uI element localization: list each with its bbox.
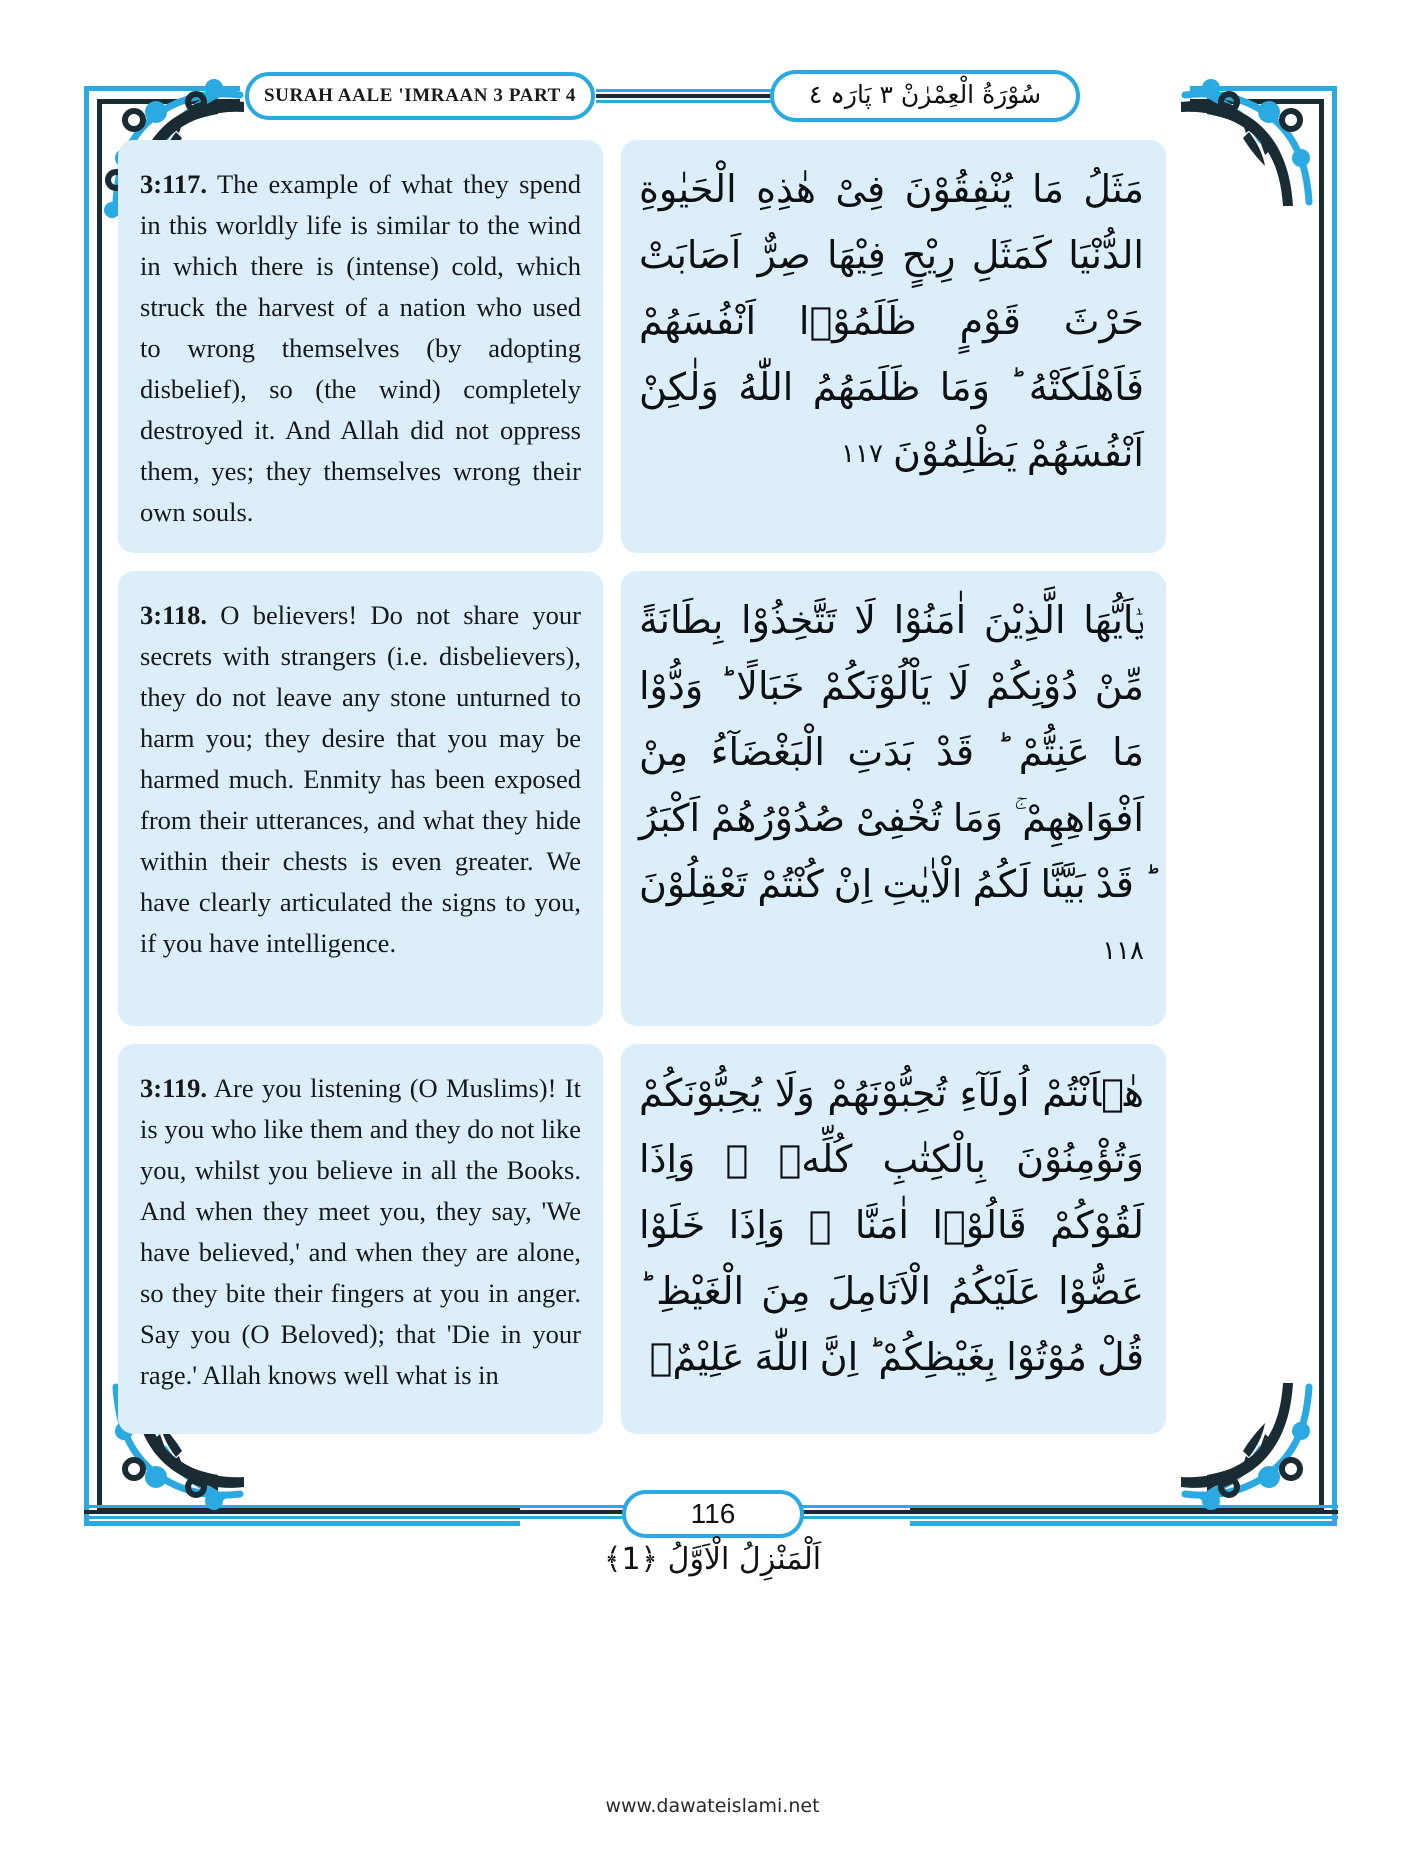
verse-english-body: The example of what they spend in this worldly life is similar to the wind in which there is (intense) cold, which struck the harvest of a nation who used to wrong themselves (by adopting disbelief), so (the wind) completely destroyed it. And Allah did not oppress them, yes; they themselves wrong their own souls. <box>140 169 581 527</box>
surah-title-arabic <box>770 70 1080 122</box>
verse-english-body: Are you listening (O Muslims)! It is you who like them and they do not like you, whilst you believe in all the Books. And when they meet you, they say, 'We have believed,' and when they are alone, so they bite their fingers at you in anger. Say you (O Beloved); that 'Die in your rage.' Allah knows well what is in <box>140 1073 582 1390</box>
verse-panel-arabic <box>621 571 1166 1026</box>
verse-number-label: 3:118. <box>140 600 207 630</box>
manzil-label: اَلْمَنْزِلُ الْاَوَّلُ ﴿1﴾ <box>603 1542 822 1577</box>
verse-english-body: O believers! Do not share your secrets with strangers (i.e. disbelievers), they do not leave any stone unturned to harm you; they desire that you may be harmed much. Enmity has been exposed from their utterances, and what they hide within their chests is even greater. We have clearly articulated the signs to you, if you have intelligence. <box>140 600 581 958</box>
surah-title-english-label: SURAH AALE 'IMRAAN 3 PART 4 <box>264 85 576 106</box>
surah-title-english <box>245 72 595 120</box>
website-url: www.dawateislami.net <box>605 1795 820 1817</box>
verse-number-label: 3:117. <box>140 169 207 199</box>
verse-row <box>118 140 1308 553</box>
verse-panel-english <box>118 571 603 1026</box>
verse-list <box>118 140 1308 1490</box>
verse-row <box>118 1044 1308 1434</box>
header-connector-rule <box>596 89 772 103</box>
verse-arabic-body: يٰۤاَيُّهَا الَّذِيْنَ اٰمَنُوْا لَا تَتَّخِذُوْا بِطَانَةً مِّنْ دُوْنِكُمْ لَا يَاْلُوْنَكُمْ خَبَالًا ؕ وَدُّوْا مَا عَنِتُّمْ ؕ قَدْ بَدَتِ الْبَغْضَآءُ مِنْ اَفْوَاهِهِمْ ۚ وَمَا تُخْفِىْ صُدُوْرُهُمْ اَكْبَرُ ؕ قَدْ بَيَّنَّا لَكُمُ الْاٰيٰتِ اِنْ كُنْتُمْ تَعْقِلُوْنَ <box>639 598 1144 906</box>
verse-arabic-body: مَثَلُ مَا يُنْفِقُوْنَ فِىْ هٰذِهِ الْحَيٰوةِ الدُّنْيَا كَمَثَلِ رِيْحٍ فِيْهَا صِرٌّ اَصَابَتْ حَرْثَ قَوْمٍ ظَلَمُوْۤا اَنْفُسَهُمْ فَاَهْلَكَتْهُ ؕ وَمَا ظَلَمَهُمُ اللّٰهُ وَلٰكِنْ اَنْفُسَهُمْ يَظْلِمُوْنَ <box>639 167 1144 475</box>
verse-row <box>118 571 1308 1026</box>
verse-arabic-text <box>639 1060 1144 1390</box>
verse-panel-arabic <box>621 140 1166 553</box>
verse-panel-arabic <box>621 1044 1166 1434</box>
page-number-label: 116 <box>690 1498 736 1529</box>
verse-english-text <box>140 595 581 964</box>
verse-arabic-text <box>639 156 1144 487</box>
verse-english-text <box>140 1068 581 1396</box>
verse-panel-english <box>118 140 603 553</box>
verse-english-text <box>140 164 581 533</box>
footer-rule-right <box>800 1505 1338 1521</box>
surah-title-arabic-label: سُوْرَةُ الْعِمْرٰنْ ٣ پَارَہ ٤ <box>808 80 1042 109</box>
verse-number-label: 3:119. <box>140 1073 207 1103</box>
ayah-end-marker: ۱۱۷ <box>841 439 883 469</box>
ayah-end-marker: ۱۱۸ <box>1102 936 1144 966</box>
verse-arabic-body: هٰۤاَنْتُمْ اُولَآءِ تُحِبُّوْنَهُمْ وَلَا يُحِبُّوْنَكُمْ وَتُؤْمِنُوْنَ بِالْكِتٰبِ كُلِّهٖ ۚ وَاِذَا لَقُوْكُمْ قَالُوْۤا اٰمَنَّا ۚ وَاِذَا خَلَوْا عَضُّوْا عَلَيْكُمُ الْاَنَامِلَ مِنَ الْغَيْظِ ؕ قُلْ مُوْتُوْا بِغَيْظِكُمْ ؕ اِنَّ اللّٰهَ عَلِيْمٌۢ <box>639 1071 1144 1379</box>
footer-rule-left <box>84 1505 626 1521</box>
verse-arabic-text <box>639 587 1144 984</box>
page-number-badge <box>622 1490 804 1538</box>
verse-panel-english <box>118 1044 603 1434</box>
